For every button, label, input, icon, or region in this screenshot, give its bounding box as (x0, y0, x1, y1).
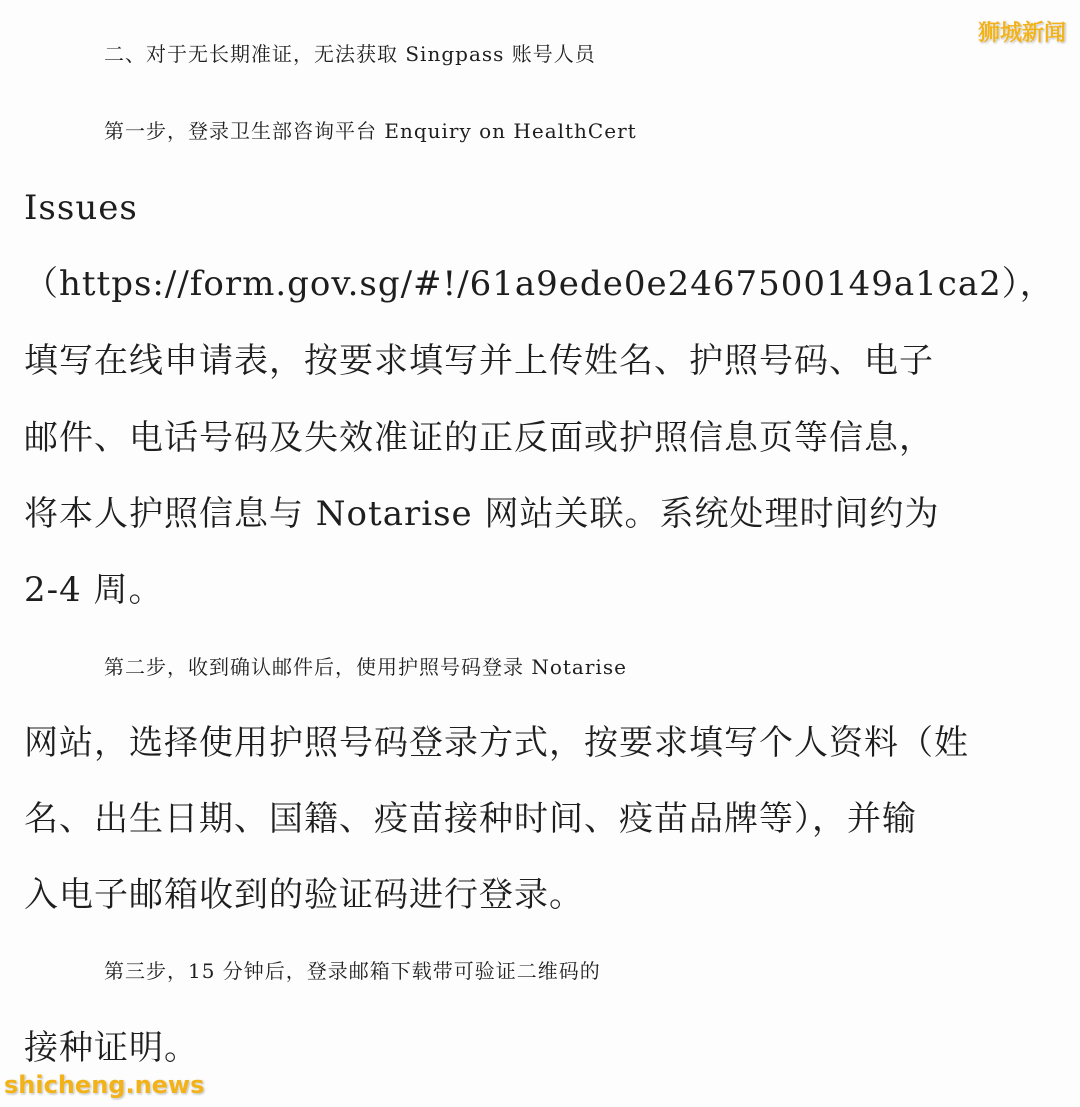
step-two-line-1: 第二步，收到确认邮件后，使用护照号码登录 Notarise (104, 655, 627, 679)
step-three-line-2: 接种证明。 (24, 1028, 199, 1068)
section-heading: 二、对于无长期准证，无法获取 Singpass 账号人员 (104, 42, 596, 66)
watermark-site-url: shicheng.news (4, 1071, 205, 1099)
step-one-line-1: 第一步，登录卫生部咨询平台 Enquiry on HealthCert (104, 119, 637, 143)
enquiry-url: （https://form.gov.sg/#!/61a9ede0e2467500149a1ca2）， (24, 264, 1055, 304)
step-one-line-7: 2-4 周。 (24, 570, 164, 610)
step-two-line-2: 网站，选择使用护照号码登录方式，按要求填写个人资料（姓 (24, 723, 969, 763)
step-one-line-2: Issues (24, 188, 138, 228)
step-three-line-1: 第三步，15 分钟后，登录邮箱下载带可验证二维码的 (104, 959, 601, 983)
step-one-line-6: 将本人护照信息与 Notarise 网站关联。系统处理时间约为 (24, 494, 940, 534)
watermark-logo-text: 狮城新闻 (977, 21, 1066, 46)
step-one-line-4: 填写在线申请表，按要求填写并上传姓名、护照号码、电子 (24, 341, 934, 381)
step-one-line-5: 邮件、电话号码及失效准证的正反面或护照信息页等信息， (24, 418, 934, 458)
step-two-line-4: 入电子邮箱收到的验证码进行登录。 (24, 875, 584, 915)
step-two-line-3: 名、出生日期、国籍、疫苗接种时间、疫苗品牌等），并输 (24, 799, 917, 839)
